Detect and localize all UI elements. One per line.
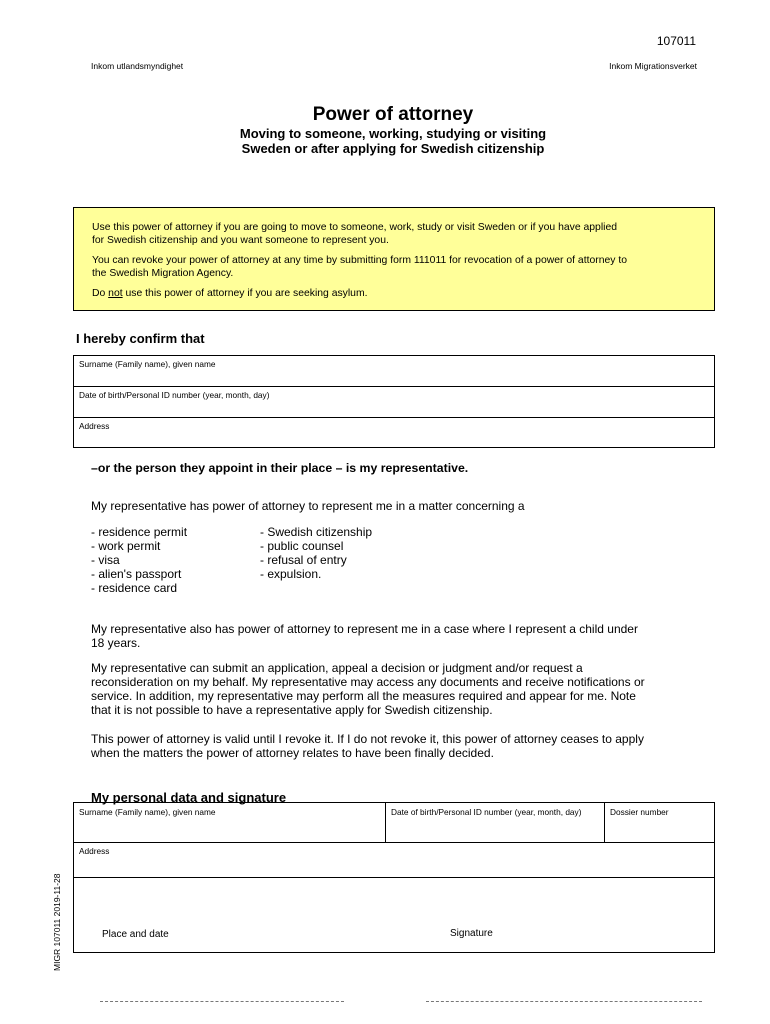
powers-line-3: service. In addition, my representative may perform all the measures required and appear for me. Note (91, 689, 636, 703)
matter-item: - residence card (91, 581, 178, 595)
principal-name-label: Surname (Family name), given name (79, 359, 216, 369)
matter-item: - residence permit (91, 525, 188, 539)
dossier-number-field[interactable] (604, 803, 714, 842)
matter-item: - refusal of entry (260, 553, 347, 567)
personal-name-label: Surname (Family name), given name (79, 807, 216, 817)
signature-line[interactable] (426, 1001, 702, 1002)
matter-item: - visa (91, 553, 120, 567)
personal-data-table (73, 802, 715, 953)
personal-address-label: Address (79, 846, 110, 856)
subtitle-line-1: Moving to someone, working, studying or visiting (239, 126, 547, 141)
principal-dob-label: Date of birth/Personal ID number (year, month, day) (79, 390, 270, 400)
principal-name-field[interactable] (74, 356, 714, 386)
child-line-2: 18 years. (91, 636, 141, 650)
confirm-heading: I hereby confirm that (76, 331, 205, 346)
dossier-number-label: Dossier number (610, 807, 669, 817)
info-revoke-line-2: the Swedish Migration Agency. (92, 268, 234, 279)
matter-list-left (91, 525, 187, 595)
personal-dob-label: Date of birth/Personal ID number (year, month, day) (391, 807, 582, 817)
matter-item: - Swedish citizenship (260, 525, 373, 539)
principal-address-label: Address (79, 421, 110, 431)
page-subtitle (0, 126, 770, 156)
validity-line-2: when the matters the power of attorney relates to have been finally decided. (91, 746, 494, 760)
matter-list-right (260, 525, 372, 581)
info-paragraph-asylum (92, 287, 696, 300)
representative-heading: –or the person they appoint in their place – is my representative. (91, 461, 469, 475)
principal-details-table (73, 355, 715, 448)
inkom-migrationsverket-label: Inkom Migrationsverket (609, 61, 697, 71)
info-asylum-post: use this power of attorney if you are seeking asylum. (122, 288, 368, 299)
matter-item: - alien's passport (91, 567, 182, 581)
principal-address-field[interactable] (74, 417, 714, 447)
subtitle-line-2: Sweden or after applying for Swedish citizenship (241, 141, 545, 156)
info-asylum-not: not (108, 288, 123, 299)
info-paragraph-usage (92, 221, 696, 247)
matter-item: - public counsel (260, 539, 344, 553)
powers-line-4: that it is not possible to have a representative apply for Swedish citizenship. (91, 703, 493, 717)
principal-dob-field[interactable] (74, 386, 714, 417)
personal-data-heading: My personal data and signature (91, 790, 287, 805)
inkom-utlandsmyndighet-label: Inkom utlandsmyndighet (91, 61, 184, 71)
powers-line-2: reconsideration on my behalf. My representative may access any documents and receive notifications or (91, 675, 645, 689)
form-number: 107011 (656, 34, 696, 48)
place-date-line[interactable] (100, 1001, 344, 1002)
page-title: Power of attorney (312, 104, 474, 125)
child-line-1: My representative also has power of attorney to represent me in a case where I represent a child under (91, 622, 638, 636)
personal-name-field[interactable] (74, 803, 385, 842)
representative-powers-paragraph (91, 661, 711, 717)
form-code-vertical: MIGR 107011 2019-11-28 (52, 873, 62, 971)
info-usage-line-2: for Swedish citizenship and you want someone to represent you. (92, 235, 389, 246)
info-revoke-line-1: You can revoke your power of attorney at any time by submitting form 111011 for revocation of a power of attorney to (92, 255, 628, 266)
child-representation-paragraph (91, 622, 711, 650)
personal-address-field[interactable] (74, 842, 714, 877)
info-box (73, 207, 715, 311)
personal-dob-field[interactable] (385, 803, 604, 842)
personal-row-1 (74, 803, 714, 842)
powers-line-1: My representative can submit an application, appeal a decision or judgment and/or request a (91, 661, 583, 675)
representative-intro: My representative has power of attorney to represent me in a matter concerning a (91, 499, 525, 513)
info-asylum-pre: Do (92, 288, 109, 299)
matter-item: - work permit (91, 539, 161, 553)
matter-item: - expulsion. (260, 567, 322, 581)
signature-label: Signature (450, 928, 493, 939)
info-usage-line-1: Use this power of attorney if you are going to move to someone, work, study or visit Sweden or if you have applied (92, 222, 618, 233)
signature-row (74, 877, 714, 952)
info-paragraph-revoke (92, 254, 696, 280)
place-date-label: Place and date (102, 929, 169, 940)
validity-paragraph (91, 732, 711, 760)
validity-line-1: This power of attorney is valid until I revoke it. If I do not revoke it, this power of attorney ceases to apply (91, 732, 644, 746)
